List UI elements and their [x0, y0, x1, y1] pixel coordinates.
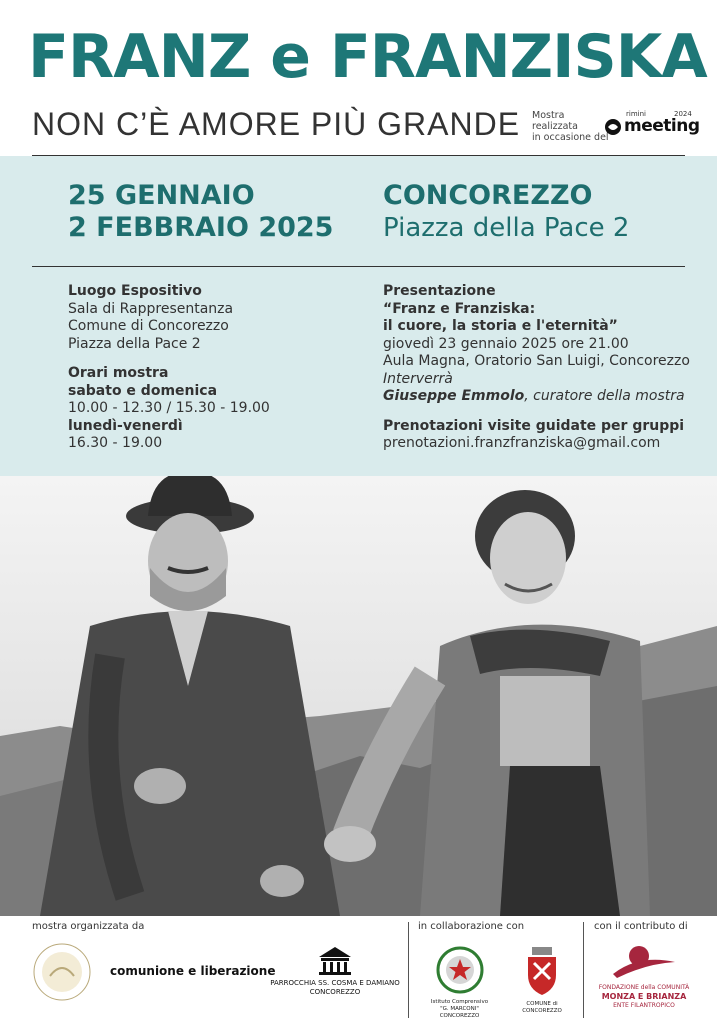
venue-line: Comune di Concorezzo	[68, 318, 229, 334]
contribution-label: con il contributo di	[594, 921, 688, 932]
couple-photo-illustration	[0, 476, 717, 916]
meeting-logo-year: 2024	[674, 110, 692, 118]
presentation-place: Aula Magna, Oratorio San Luigi, Concorezzo	[383, 353, 690, 369]
city-name: CONCOREZZO	[383, 180, 593, 211]
weekday-label: lunedì-venerdì	[68, 417, 183, 434]
presentation-date: giovedì 23 gennaio 2025 ore 21.00	[383, 335, 629, 352]
parish-line1: PARROCCHIA SS. COSMA E DAMIANO	[270, 979, 400, 987]
speaker-name: Giuseppe Emmolo	[383, 388, 525, 404]
meeting-logo	[604, 110, 700, 138]
meeting-note-line1: Mostra realizzata	[532, 110, 578, 132]
italian-emblem-icon	[435, 945, 485, 995]
poster-subtitle: NON C’È AMORE PIÙ GRANDE	[32, 106, 521, 142]
poster-title: FRANZ e FRANZISKA	[28, 22, 707, 92]
school-label1: Istituto Comprensivo	[430, 999, 489, 1005]
fund-line1: FONDAZIONE della COMUNITÀ	[598, 984, 690, 991]
cl-logo: comunione e liberazione	[110, 964, 276, 978]
collaboration-label: in collaborazione con	[418, 921, 525, 932]
exhibition-dates	[68, 180, 333, 244]
meeting-note-line2: in occasione del	[532, 132, 609, 143]
speaker-role: , curatore della mostra	[524, 388, 685, 404]
school-logo	[422, 945, 497, 1020]
church-icon	[315, 945, 355, 975]
school-label2: "G. MARCONI" CONCOREZZO	[439, 1006, 480, 1019]
right-info-column	[383, 283, 703, 453]
foundation-logo	[32, 942, 92, 1002]
meeting-logo-icon	[604, 118, 622, 136]
presentation-title-line1: “Franz e Franziska:	[383, 300, 536, 317]
footer-divider	[408, 922, 409, 1018]
venue-heading: Luogo Espositivo	[68, 283, 202, 299]
venue-line: Sala di Rappresentanza	[68, 300, 234, 317]
venue-line: Piazza della Pace 2	[68, 335, 201, 352]
parish-line2: CONCOREZZO	[309, 988, 361, 996]
meeting-logo-word: meeting	[624, 116, 700, 136]
weekday-hours: 16.30 - 19.00	[68, 435, 163, 451]
booking-email[interactable]: prenotazioni.franzfranziska@gmail.com	[383, 435, 661, 451]
weekend-hours: 10.00 - 12.30 / 15.30 - 19.00	[68, 400, 270, 416]
presentation-heading: Presentazione	[383, 283, 496, 299]
municipality-label: COMUNE di CONCOREZZO	[522, 1001, 562, 1014]
weekend-label: sabato e domenica	[68, 382, 218, 399]
booking-heading: Prenotazioni visite guidate per gruppi	[383, 417, 685, 434]
footer-divider	[583, 922, 584, 1018]
hours-heading: Orari mostra	[68, 365, 169, 381]
municipality-logo	[510, 945, 574, 1015]
middle-divider	[32, 266, 685, 267]
parish-logo	[270, 945, 400, 997]
speaker-intro: Interverrà	[383, 370, 453, 387]
foundation-seal-icon	[32, 942, 92, 1002]
date-start: 25 GENNAIO	[68, 180, 255, 211]
community-foundation-logo	[594, 944, 694, 1010]
historic-photo	[0, 476, 717, 916]
presentation-title-line2: il cuore, la storia e l'eternità”	[383, 318, 618, 334]
organized-by-label: mostra organizzata da	[32, 921, 145, 932]
date-end: 2 FEBBRAIO 2025	[68, 212, 334, 243]
fund-line3: ENTE FILANTROPICO	[613, 1002, 675, 1009]
coat-of-arms-icon	[522, 945, 562, 997]
foundation-swoosh-icon	[609, 944, 679, 980]
meeting-logo-small: rimini	[626, 110, 646, 118]
fund-line2: MONZA E BRIANZA	[601, 992, 687, 1001]
meeting-note	[532, 110, 612, 143]
top-divider	[32, 155, 685, 156]
venue-address: Piazza della Pace 2	[383, 213, 630, 243]
left-info-column	[68, 283, 368, 453]
